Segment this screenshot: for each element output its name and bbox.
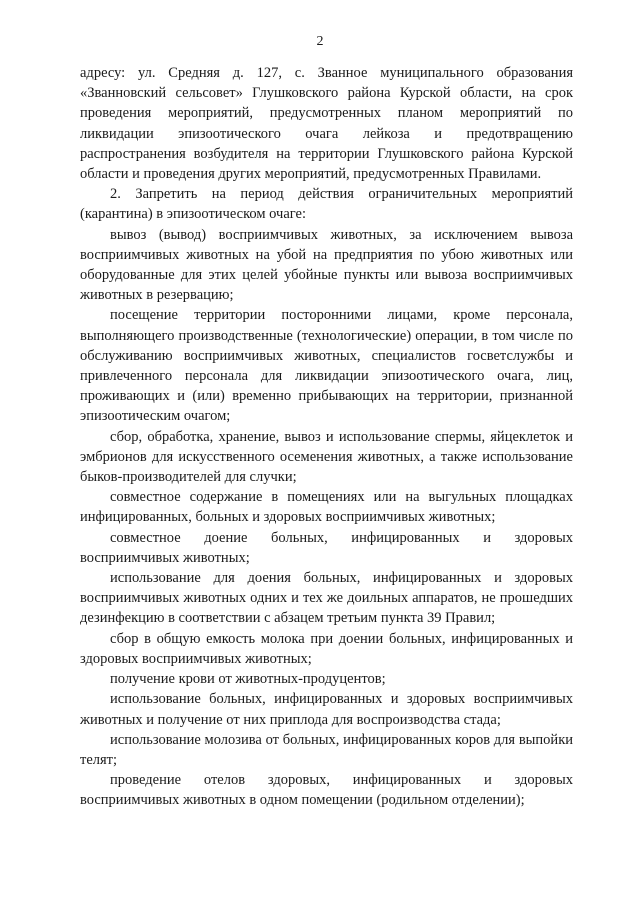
page-number: 2 — [316, 34, 324, 49]
paragraph: получение крови от животных-продуцентов; — [110, 671, 386, 688]
paragraph: использование больных, инфицированных и здоровых восприимчивых животных и получение от них приплода для воспроизводства стада; — [80, 691, 573, 728]
paragraph: вывоз (вывод) восприимчивых животных, за исключением вывоза восприимчивых животных на убой на предприятия по убою животных или оборудованные для этих целей убойные пункты или вывоза восприимчивых животных в резервацию; — [80, 226, 573, 304]
paragraph: адресу: ул. Средняя д. 127, с. Званное муниципального образования «Званновский сельсовет» Глушковского района Курской области, на срок проведения мероприятий, предусмотренных планом мероприятий по ликвидации эпизоотического очага лейкоза и предотвращению распространения возбудителя на территории Глушковского района Курской области и проведения других мероприятий, предусмотренных Правилами. — [80, 65, 573, 183]
document-body — [80, 63, 573, 811]
paragraph: использование молозива от больных, инфицированных коров для выпойки телят; — [80, 731, 573, 768]
paragraph: совместное доение больных, инфицированных и здоровых восприимчивых животных; — [80, 529, 573, 566]
paragraph: посещение территории посторонними лицами, кроме персонала, выполняющего производственные (технологические) операции, в том числе по обслуживанию восприимчивых животных, специалистов госветслужбы и привлеченного персонала для ликвидации эпизоотического очага, лиц, проживающих и (или) временно прибывающих на территории, признанной эпизоотическим очагом; — [80, 307, 573, 425]
paragraph: совместное содержание в помещениях или на выгульных площадках инфицированных, больных и здоровых восприимчивых животных; — [80, 489, 573, 526]
paragraph: 2. Запретить на период действия ограничительных мероприятий (карантина) в эпизоотическом очаге: — [80, 186, 573, 223]
paragraph: использование для доения больных, инфицированных и здоровых восприимчивых животных одних и тех же доильных аппаратов, не прошедших дезинфекцию в соответствии с абзацем третьим пункта 39 Правил; — [80, 570, 573, 627]
paragraph: сбор, обработка, хранение, вывоз и использование спермы, яйцеклеток и эмбрионов для искусственного осеменения животных, а также использование быков-производителей для случки; — [80, 428, 573, 486]
paragraph: проведение отелов здоровых, инфицированных и здоровых восприимчивых животных в одном помещении (родильном отделении); — [80, 772, 573, 809]
paragraph: сбор в общую емкость молока при доении больных, инфицированных и здоровых восприимчивых животных; — [80, 630, 573, 667]
